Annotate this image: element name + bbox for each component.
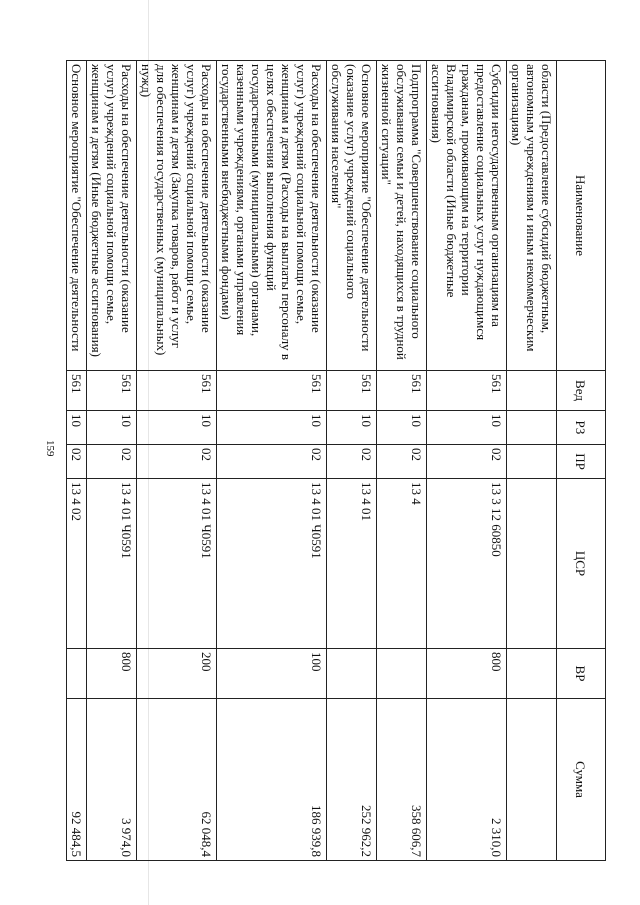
cell-ved: 561 (217, 371, 327, 411)
cell-csr: 13 4 02 (67, 479, 87, 649)
table-row (377, 61, 427, 861)
cell-name: области (Предоставление субсидий бюджетным, автономным учреждениям и иным некоммерческим организациям) (507, 61, 557, 371)
cell-rz: 10 (67, 411, 87, 445)
cell-sum: 3 974,0 (87, 699, 137, 861)
cell-name: Расходы на обеспечение деятельности (оказание услуг) учреждений социальной помощи семье, женщинам и детям (Закупка товаров, работ и услуг для обеспечения государственных (муниципальных) нужд) (137, 61, 217, 371)
cell-rz: 10 (87, 411, 137, 445)
cell-name: Расходы на обеспечение деятельности (оказание услуг) учреждений социальной помощи семье, женщинам и детям (Расходы на выплаты персоналу в целях обеспечения выполнения функций государственными (муниципальными) органами, казенными учреждениями, органами управления государственными внебюджетными фондами) (217, 61, 327, 371)
cell-rz: 10 (217, 411, 327, 445)
cell-vr: 200 (137, 649, 217, 699)
cell-ved: 561 (327, 371, 377, 411)
header-csr: ЦСР (557, 479, 606, 649)
cell-ved: 561 (427, 371, 507, 411)
cell-csr: 13 4 01 Ч0591 (137, 479, 217, 649)
cell-sum: 186 939,8 (217, 699, 327, 861)
cell-pr: 02 (327, 445, 377, 479)
cell-pr: 02 (67, 445, 87, 479)
cell-vr (67, 649, 87, 699)
cell-pr: 02 (427, 445, 507, 479)
table-row (67, 61, 87, 861)
cell-pr: 02 (137, 445, 217, 479)
cell-ved: 561 (137, 371, 217, 411)
cell-name: Подпрограмма "Совершенствование социального обслуживания семьи и детей, находящихся в трудной жизненной ситуации" (377, 61, 427, 371)
cell-vr (507, 649, 557, 699)
header-rz: РЗ (557, 411, 606, 445)
cell-ved (507, 371, 557, 411)
cell-csr (507, 479, 557, 649)
cell-rz: 10 (137, 411, 217, 445)
cell-csr: 13 4 01 (327, 479, 377, 649)
cell-vr (327, 649, 377, 699)
header-pr: ПР (557, 445, 606, 479)
cell-pr (507, 445, 557, 479)
cell-pr: 02 (87, 445, 137, 479)
page-number: 159 (44, 440, 56, 457)
cell-rz: 10 (327, 411, 377, 445)
cell-ved: 561 (87, 371, 137, 411)
cell-rz: 10 (377, 411, 427, 445)
header-sum: Сумма (557, 699, 606, 861)
budget-table (66, 60, 606, 861)
table-row (427, 61, 507, 861)
cell-rz: 10 (427, 411, 507, 445)
rotated-table-container (64, 60, 606, 860)
cell-rz (507, 411, 557, 445)
cell-sum: 62 048,4 (137, 699, 217, 861)
cell-name: Основное мероприятие "Обеспечение деятельности (оказание услуг) учреждений социального обслуживания населения" (327, 61, 377, 371)
cell-vr (377, 649, 427, 699)
header-vr: ВР (557, 649, 606, 699)
header-name: Наименование (557, 61, 606, 371)
cell-sum: 2 310,0 (427, 699, 507, 861)
table-row (87, 61, 137, 861)
table-row (507, 61, 557, 861)
cell-pr: 02 (217, 445, 327, 479)
table-row (137, 61, 217, 861)
cell-vr: 100 (217, 649, 327, 699)
cell-name: Расходы на обеспечение деятельности (оказание услуг) учреждений социальной помощи семье, женщинам и детям (Иные бюджетные ассигнования) (87, 61, 137, 371)
cell-pr: 02 (377, 445, 427, 479)
header-ved: Вед (557, 371, 606, 411)
cell-ved: 561 (377, 371, 427, 411)
table-header-row (557, 61, 606, 861)
table-row (327, 61, 377, 861)
table-row (217, 61, 327, 861)
cell-csr: 13 4 01 Ч0591 (217, 479, 327, 649)
cell-csr: 13 4 (377, 479, 427, 649)
cell-sum: 252 962,2 (327, 699, 377, 861)
cell-name: Основное мероприятие "Обеспечение деятельности (67, 61, 87, 371)
cell-csr: 13 3 12 60850 (427, 479, 507, 649)
cell-vr: 800 (87, 649, 137, 699)
cell-name: Субсидии негосударственным организациям на предоставление социальных услуг нуждающимся гражданам, проживающим на территории Владимирской области (Иные бюджетные ассигнования) (427, 61, 507, 371)
cell-ved: 561 (67, 371, 87, 411)
cell-sum: 358 606,7 (377, 699, 427, 861)
cell-vr: 800 (427, 649, 507, 699)
cell-sum: 92 484,5 (67, 699, 87, 861)
cell-sum (507, 699, 557, 861)
cell-csr: 13 4 01 Ч0591 (87, 479, 137, 649)
